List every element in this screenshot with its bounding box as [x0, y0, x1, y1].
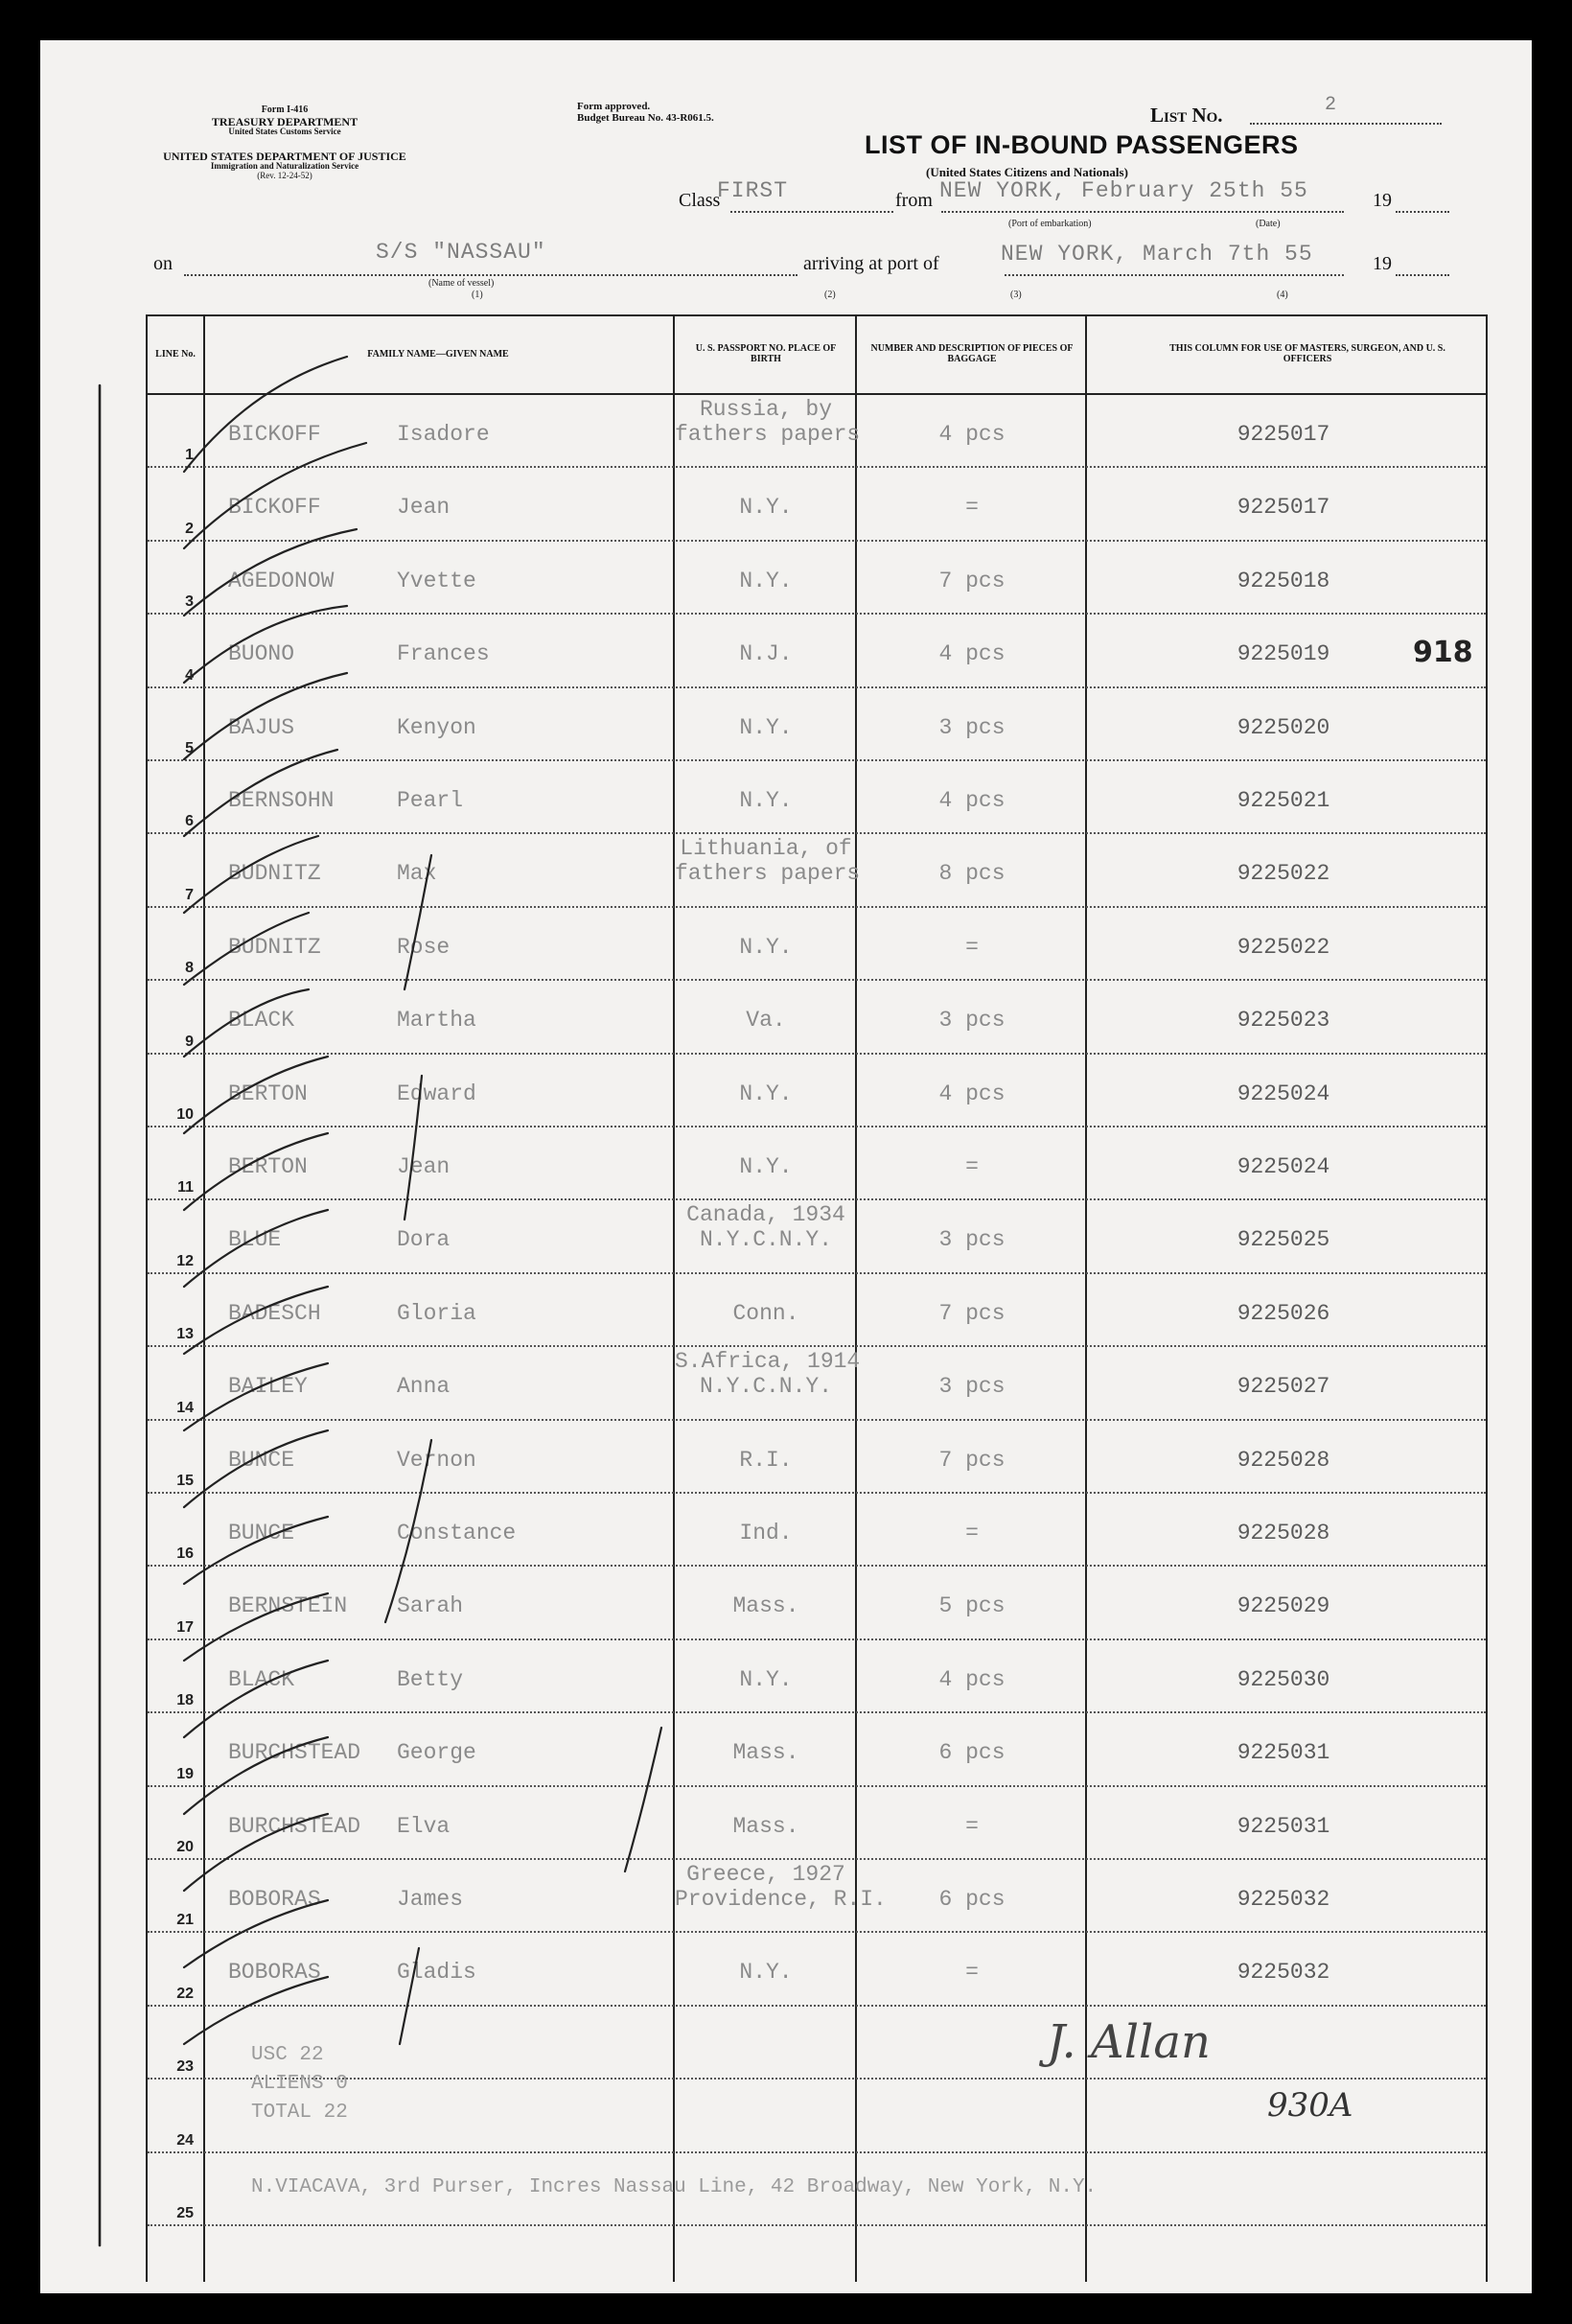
baggage-count: 4 pcs: [938, 1081, 1006, 1106]
place-of-birth: Ind.: [739, 1521, 793, 1545]
given-name: Dora: [397, 1227, 451, 1253]
officer-number: 9225021: [1237, 788, 1330, 813]
family-name: BUDNITZ: [228, 934, 321, 960]
signature: J. Allan: [1047, 2015, 1211, 2069]
place-of-birth-line1: Lithuania, of: [680, 836, 852, 862]
table-row: [148, 834, 1486, 907]
family-name: BERTON: [228, 1154, 308, 1179]
family-name: BLUE: [228, 1227, 282, 1253]
vessel-column-number: (1): [472, 290, 483, 300]
line-number: 6: [185, 813, 194, 830]
table-row: [148, 1127, 1486, 1200]
vessel-name: S/S "NASSAU": [376, 240, 546, 265]
table-row: [148, 1200, 1486, 1273]
treasury-department: TREASURY DEPARTMENT: [211, 114, 358, 128]
handwritten-annotation: 918: [1413, 636, 1473, 670]
class-label: Class: [679, 190, 721, 211]
given-name: Elva: [397, 1813, 451, 1839]
baggage-count: 3 pcs: [938, 1227, 1006, 1253]
table-row: [148, 1787, 1486, 1860]
table-row: [148, 468, 1486, 541]
officer-number: 9225017: [1237, 422, 1330, 447]
place-of-birth: R.I.: [739, 1447, 793, 1473]
officer-number: 9225022: [1237, 861, 1330, 887]
line-number: 24: [176, 2131, 194, 2149]
line-number: 18: [176, 1692, 194, 1709]
baggage-count: 3 pcs: [938, 714, 1006, 740]
baggage-count: 6 pcs: [938, 1740, 1006, 1766]
column-number-2: (2): [824, 290, 836, 300]
port-of-embarkation-caption: (Port of embarkation): [1008, 219, 1092, 229]
family-name: BICKOFF: [228, 422, 321, 447]
table-row: [148, 1055, 1486, 1127]
place-of-birth: N.Y.: [739, 1154, 793, 1179]
family-name: BUNCE: [228, 1447, 295, 1473]
table-row: [148, 1860, 1486, 1933]
line-number: 21: [176, 1912, 194, 1929]
given-name: George: [397, 1740, 476, 1766]
line-number: 22: [176, 1985, 194, 2002]
table-row: [148, 1640, 1486, 1713]
line-number: 5: [185, 739, 194, 756]
place-of-birth: Va.: [746, 1008, 786, 1034]
line-number: 1: [185, 447, 194, 464]
approval-block: [577, 102, 714, 124]
column-header-officers: THIS COLUMN FOR USE OF MASTERS, SURGEON, AND U. S. OFFICERS: [1169, 343, 1445, 364]
officer-number: 9225029: [1237, 1593, 1330, 1619]
family-name: BLACK: [228, 1008, 295, 1034]
given-name: Sarah: [397, 1593, 464, 1619]
line-number: 23: [176, 2058, 194, 2076]
family-name: BICKOFF: [228, 495, 321, 521]
officer-number: 9225024: [1237, 1081, 1330, 1106]
line-number: 12: [176, 1252, 194, 1269]
place-of-birth: N.Y.: [739, 1666, 793, 1692]
family-name: BERTON: [228, 1081, 308, 1106]
year-label-1: 19: [1373, 190, 1392, 211]
from-label: from: [895, 190, 933, 211]
place-of-birth-line2: fathers papers: [675, 861, 861, 887]
table-row: [148, 2007, 1486, 2080]
baggage-count: 4 pcs: [938, 1666, 1006, 1692]
place-of-birth-line1: Russia, by: [699, 397, 833, 422]
form-number: Form I-416: [261, 105, 309, 115]
baggage-count: 7 pcs: [938, 1300, 1006, 1326]
family-name: BERNSOHN: [228, 788, 335, 813]
family-name: BAILEY: [228, 1374, 308, 1400]
baggage-count: =: [965, 1521, 979, 1545]
officer-number: 9225032: [1237, 1960, 1330, 1986]
officer-number: 9225032: [1237, 1887, 1330, 1912]
family-name: BADESCH: [228, 1300, 321, 1326]
place-of-birth: Conn.: [732, 1300, 799, 1326]
officer-number: 9225023: [1237, 1008, 1330, 1034]
list-number-value: 2: [1325, 94, 1338, 116]
column-header-line: LINE No.: [155, 348, 196, 360]
line-number: 8: [185, 960, 194, 977]
table-row: [148, 908, 1486, 981]
given-name: Vernon: [397, 1447, 476, 1473]
officer-number: 9225018: [1237, 568, 1330, 593]
baggage-count: =: [965, 1813, 979, 1839]
given-name: Max: [397, 861, 437, 887]
baggage-count: 4 pcs: [938, 641, 1006, 667]
officer-number: 9225020: [1237, 714, 1330, 740]
line-number: 10: [176, 1105, 194, 1123]
place-of-birth: N.Y.: [739, 1081, 793, 1106]
line-number: 15: [176, 1472, 194, 1489]
line-number: 9: [185, 1033, 194, 1050]
place-of-birth: N.Y.: [739, 495, 793, 521]
baggage-count: =: [965, 1154, 979, 1179]
given-name: James: [397, 1887, 464, 1912]
page-subtitle: (United States Citizens and Nationals): [926, 165, 1128, 179]
given-name: Anna: [397, 1374, 451, 1400]
baggage-count: 8 pcs: [938, 861, 1006, 887]
family-name: BOBORAS: [228, 1960, 321, 1986]
list-number-label: List No.: [1150, 104, 1223, 127]
line-number: 16: [176, 1545, 194, 1563]
line-number: 14: [176, 1399, 194, 1416]
baggage-count: 4 pcs: [938, 788, 1006, 813]
family-name: BUDNITZ: [228, 861, 321, 887]
officer-number: 9225024: [1237, 1154, 1330, 1179]
revision-date: (Rev. 12-24-52): [257, 170, 312, 180]
baggage-count: =: [965, 495, 979, 521]
class-value: FIRST: [717, 178, 789, 203]
officer-number: 9225027: [1237, 1374, 1330, 1400]
officer-number: 9225019: [1237, 641, 1330, 667]
purser-footer-line: N.VIACAVA, 3rd Purser, Incres Nassau Line, 42 Broadway, New York, N.Y.: [251, 2176, 1098, 2198]
officer-number: 9225022: [1237, 934, 1330, 960]
given-name: Gladis: [397, 1960, 476, 1986]
baggage-count: 6 pcs: [938, 1887, 1006, 1912]
baggage-count: 7 pcs: [938, 1447, 1006, 1473]
officer-number: 9225028: [1237, 1447, 1330, 1473]
table-row: [148, 395, 1486, 468]
on-label: on: [153, 253, 173, 274]
year-label-2: 19: [1373, 253, 1392, 274]
baggage-count: =: [965, 1960, 979, 1986]
arrival-port-date: NEW YORK, March 7th 55: [1001, 242, 1313, 267]
family-name: BERNSTEIN: [228, 1593, 348, 1619]
justice-department: UNITED STATES DEPARTMENT OF JUSTICE: [163, 149, 406, 163]
officer-number: 9225026: [1237, 1300, 1330, 1326]
table-row: [148, 1713, 1486, 1786]
table-row: [148, 1494, 1486, 1567]
table-row: [148, 615, 1486, 687]
given-name: Isadore: [397, 422, 490, 447]
given-name: Frances: [397, 641, 490, 667]
handwritten-note: 930A: [1267, 2086, 1353, 2125]
vessel-caption: (Name of vessel): [428, 278, 495, 289]
place-of-birth: N.Y.: [739, 568, 793, 593]
column-header-passport: U. S. PASSPORT NO. PLACE OF BIRTH: [695, 343, 837, 364]
given-name: Jean: [397, 495, 451, 521]
place-of-birth-line2: Providence, R.I.: [675, 1887, 887, 1912]
column-header-baggage: NUMBER AND DESCRIPTION OF PIECES OF BAGGAGE: [870, 343, 1074, 364]
place-of-birth: N.Y.: [739, 714, 793, 740]
officer-number: 9225017: [1237, 495, 1330, 521]
baggage-count: =: [965, 934, 979, 960]
given-name: Gloria: [397, 1300, 476, 1326]
given-name: Rose: [397, 934, 451, 960]
approval-line: Form approved.: [577, 101, 651, 112]
line-number: 3: [185, 593, 194, 611]
place-of-birth: Mass.: [732, 1593, 799, 1619]
table-row: [148, 981, 1486, 1054]
arriving-label: arriving at port of: [803, 253, 939, 274]
family-name: BAJUS: [228, 714, 295, 740]
place-of-birth: N.Y.: [739, 934, 793, 960]
date-caption: (Date): [1256, 219, 1281, 229]
given-name: Constance: [397, 1521, 517, 1545]
total-all: TOTAL 22: [251, 2102, 348, 2124]
family-name: BURCHSTEAD: [228, 1740, 361, 1766]
line-number: 7: [185, 886, 194, 903]
form-block: [136, 105, 433, 180]
customs-service: United States Customs Service: [228, 127, 341, 137]
officer-number: 9225031: [1237, 1740, 1330, 1766]
baggage-count: 5 pcs: [938, 1593, 1006, 1619]
place-of-birth-line1: Greece, 1927: [686, 1862, 845, 1887]
from-value: NEW YORK, February 25th 55: [939, 178, 1308, 203]
family-name: BUNCE: [228, 1521, 295, 1545]
baggage-count: 4 pcs: [938, 422, 1006, 447]
given-name: Kenyon: [397, 714, 476, 740]
given-name: Martha: [397, 1008, 476, 1034]
table-row: [148, 688, 1486, 761]
given-name: Edward: [397, 1081, 476, 1106]
line-number: 11: [177, 1179, 194, 1197]
place-of-birth: Mass.: [732, 1740, 799, 1766]
table-row: [148, 1274, 1486, 1347]
table-row: [148, 1567, 1486, 1639]
passenger-table: [146, 314, 1488, 2282]
place-of-birth: N.Y.: [739, 1960, 793, 1986]
page-title: LIST OF IN-BOUND PASSENGERS: [865, 130, 1299, 159]
place-of-birth-line1: Canada, 1934: [686, 1202, 845, 1228]
place-of-birth-line2: fathers papers: [675, 422, 861, 447]
column-number-4: (4): [1277, 290, 1288, 300]
column-number-3: (3): [1010, 290, 1022, 300]
passenger-manifest-sheet: [40, 40, 1532, 2293]
table-row: [148, 761, 1486, 834]
baggage-count: 7 pcs: [938, 568, 1006, 593]
line-number: 13: [176, 1326, 194, 1343]
line-number: 25: [176, 2204, 194, 2221]
given-name: Pearl: [397, 788, 464, 813]
line-number: 17: [176, 1618, 194, 1636]
budget-bureau-line: Budget Bureau No. 43-R061.5.: [577, 111, 714, 124]
baggage-count: 3 pcs: [938, 1374, 1006, 1400]
table-row: [148, 542, 1486, 615]
officer-number: 9225030: [1237, 1666, 1330, 1692]
officer-number: 9225031: [1237, 1813, 1330, 1839]
line-number: 19: [176, 1765, 194, 1782]
family-name: BURCHSTEAD: [228, 1813, 361, 1839]
place-of-birth-line2: N.Y.C.N.Y.: [699, 1227, 833, 1253]
place-of-birth-line1: S.Africa, 1914: [675, 1349, 861, 1375]
column-header-name: FAMILY NAME—GIVEN NAME: [367, 348, 509, 360]
table-row: [148, 1421, 1486, 1494]
given-name: Yvette: [397, 568, 476, 593]
line-number: 4: [185, 666, 194, 684]
total-usc: USC 22: [251, 2044, 324, 2066]
given-name: Betty: [397, 1666, 464, 1692]
family-name: AGEDONOW: [228, 568, 335, 593]
family-name: BOBORAS: [228, 1887, 321, 1912]
family-name: BUONO: [228, 641, 295, 667]
total-aliens: ALIENS 0: [251, 2073, 348, 2095]
line-number: 20: [176, 1838, 194, 1855]
place-of-birth: N.Y.: [739, 788, 793, 813]
line-number: 2: [185, 520, 194, 537]
officer-number: 9225028: [1237, 1521, 1330, 1545]
officer-number: 9225025: [1237, 1227, 1330, 1253]
given-name: Jean: [397, 1154, 451, 1179]
baggage-count: 3 pcs: [938, 1008, 1006, 1034]
table-row: [148, 1933, 1486, 2006]
place-of-birth: N.J.: [739, 641, 793, 667]
place-of-birth-line2: N.Y.C.N.Y.: [699, 1374, 833, 1400]
table-row: [148, 1347, 1486, 1420]
place-of-birth: Mass.: [732, 1813, 799, 1839]
immigration-service: Immigration and Naturalization Service: [210, 161, 359, 172]
family-name: BLACK: [228, 1666, 295, 1692]
